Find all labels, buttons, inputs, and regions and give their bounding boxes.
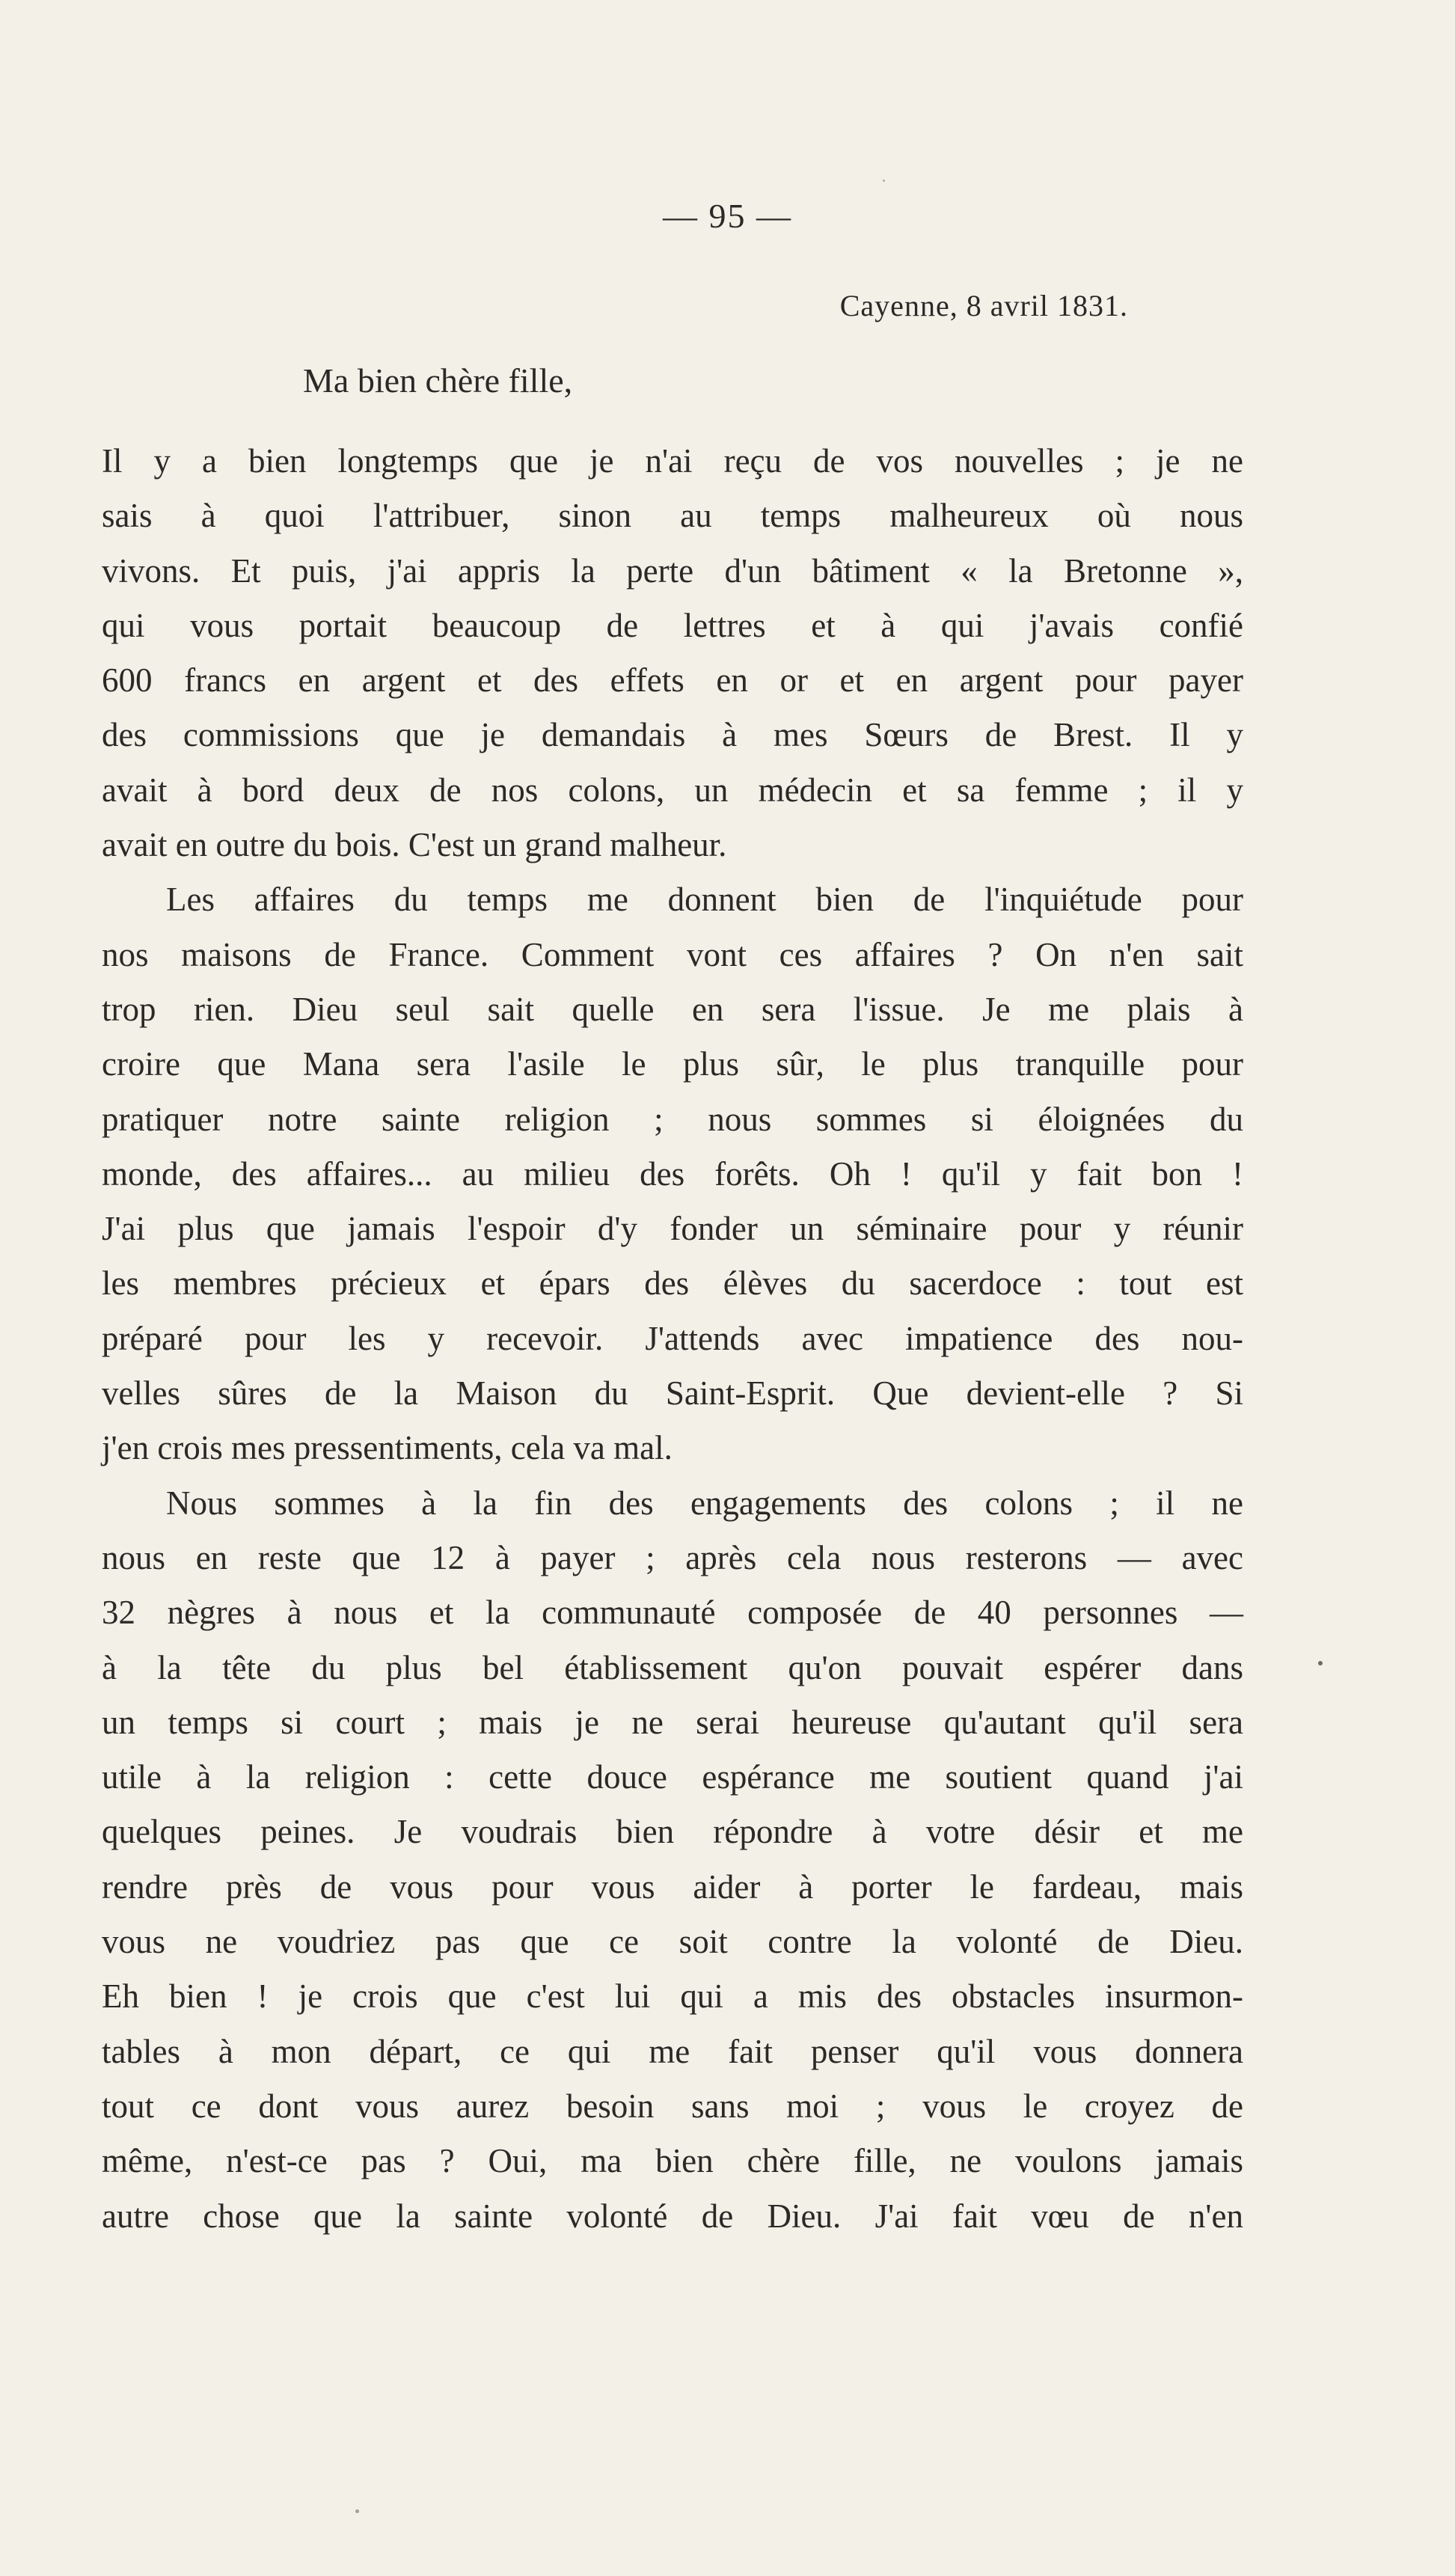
text-line: pratiquer notre sainte religion ; nous sommes si éloignées du [102,1100,1243,1138]
text-line: tout ce dont vous aurez besoin sans moi ; vous le croyez de [102,2087,1243,2125]
text-line: rendre près de vous pour vous aider à porter le fardeau, mais [102,1867,1243,1906]
text-line: à la tête du plus bel établissement qu'on pouvait espérer dans [102,1648,1243,1686]
page-number: — 95 — [663,197,792,235]
text-line: 32 nègres à nous et la communauté composée de 40 personnes — [102,1594,1243,1632]
text-line: vivons. Et puis, j'ai appris la perte d'un bâtiment « la Bretonne », [102,551,1243,590]
paragraph-first-line: Nous sommes à la fin des engagements des colons ; il ne [166,1484,1243,1522]
text-line: 600 francs en argent et des effets en or et en argent pour payer [102,661,1243,700]
text-line: autre chose que la sainte volonté de Dieu. J'ai fait vœu de n'en [102,2197,1243,2235]
text-line: monde, des affaires... au milieu des forêts. Oh ! qu'il y fait bon ! [102,1154,1243,1193]
text-line: les membres précieux et épars des élèves du sacerdoce : tout est [102,1264,1243,1303]
paper-speck [355,2509,359,2513]
letter-dateline: Cayenne, 8 avril 1831. [839,289,1128,322]
text-line: un temps si court ; mais je ne serai heureuse qu'autant qu'il sera [102,1703,1243,1741]
text-line: des commissions que je demandais à mes Sœurs de Brest. Il y [102,716,1243,754]
text-line: velles sûres de la Maison du Saint-Esprit. Que devient-elle ? Si [102,1374,1243,1413]
text-line: Il y a bien longtemps que je n'ai reçu de vos nouvelles ; je ne [102,442,1243,480]
text-line: nos maisons de France. Comment vont ces affaires ? On n'en sait [102,935,1243,973]
text-line: j'en crois mes pressentiments, cela va mal. [102,1429,673,1467]
text-line: tables à mon départ, ce qui me fait penser qu'il vous donnera [102,2032,1243,2070]
text-line: trop rien. Dieu seul sait quelle en sera l'issue. Je me plais à [102,990,1243,1028]
text-line: croire que Mana sera l'asile le plus sûr, le plus tranquille pour [102,1045,1243,1083]
text-line: avait à bord deux de nos colons, un médecin et sa femme ; il y [102,771,1243,809]
text-line: quelques peines. Je voudrais bien répondre à votre désir et me [102,1813,1243,1851]
text-line: vous ne voudriez pas que ce soit contre la volonté de Dieu. [102,1923,1243,1961]
text-line: Eh bien ! je crois que c'est lui qui a mis des obstacles insurmon- [102,1977,1243,2016]
letter-salutation: Ma bien chère fille, [303,361,573,400]
text-line: nous en reste que 12 à payer ; après cela nous resterons — avec [102,1538,1243,1576]
letter-body [102,434,1243,2244]
paper-speck [883,180,885,182]
text-line: avait en outre du bois. C'est un grand malheur. [102,826,727,864]
text-line: qui vous portait beaucoup de lettres et à qui j'avais confié [102,606,1243,644]
text-line: même, n'est-ce pas ? Oui, ma bien chère fille, ne voulons jamais [102,2142,1243,2180]
text-line: préparé pour les y recevoir. J'attends avec impatience des nou- [102,1319,1243,1357]
text-line: utile à la religion : cette douce espérance me soutient quand j'ai [102,1758,1243,1796]
text-line: J'ai plus que jamais l'espoir d'y fonder un séminaire pour y réunir [102,1210,1243,1248]
text-line: sais à quoi l'attribuer, sinon au temps malheureux où nous [102,497,1243,535]
paper-speck [1318,1661,1323,1665]
paragraph-first-line: Les affaires du temps me donnent bien de l'inquiétude pour [166,881,1243,919]
